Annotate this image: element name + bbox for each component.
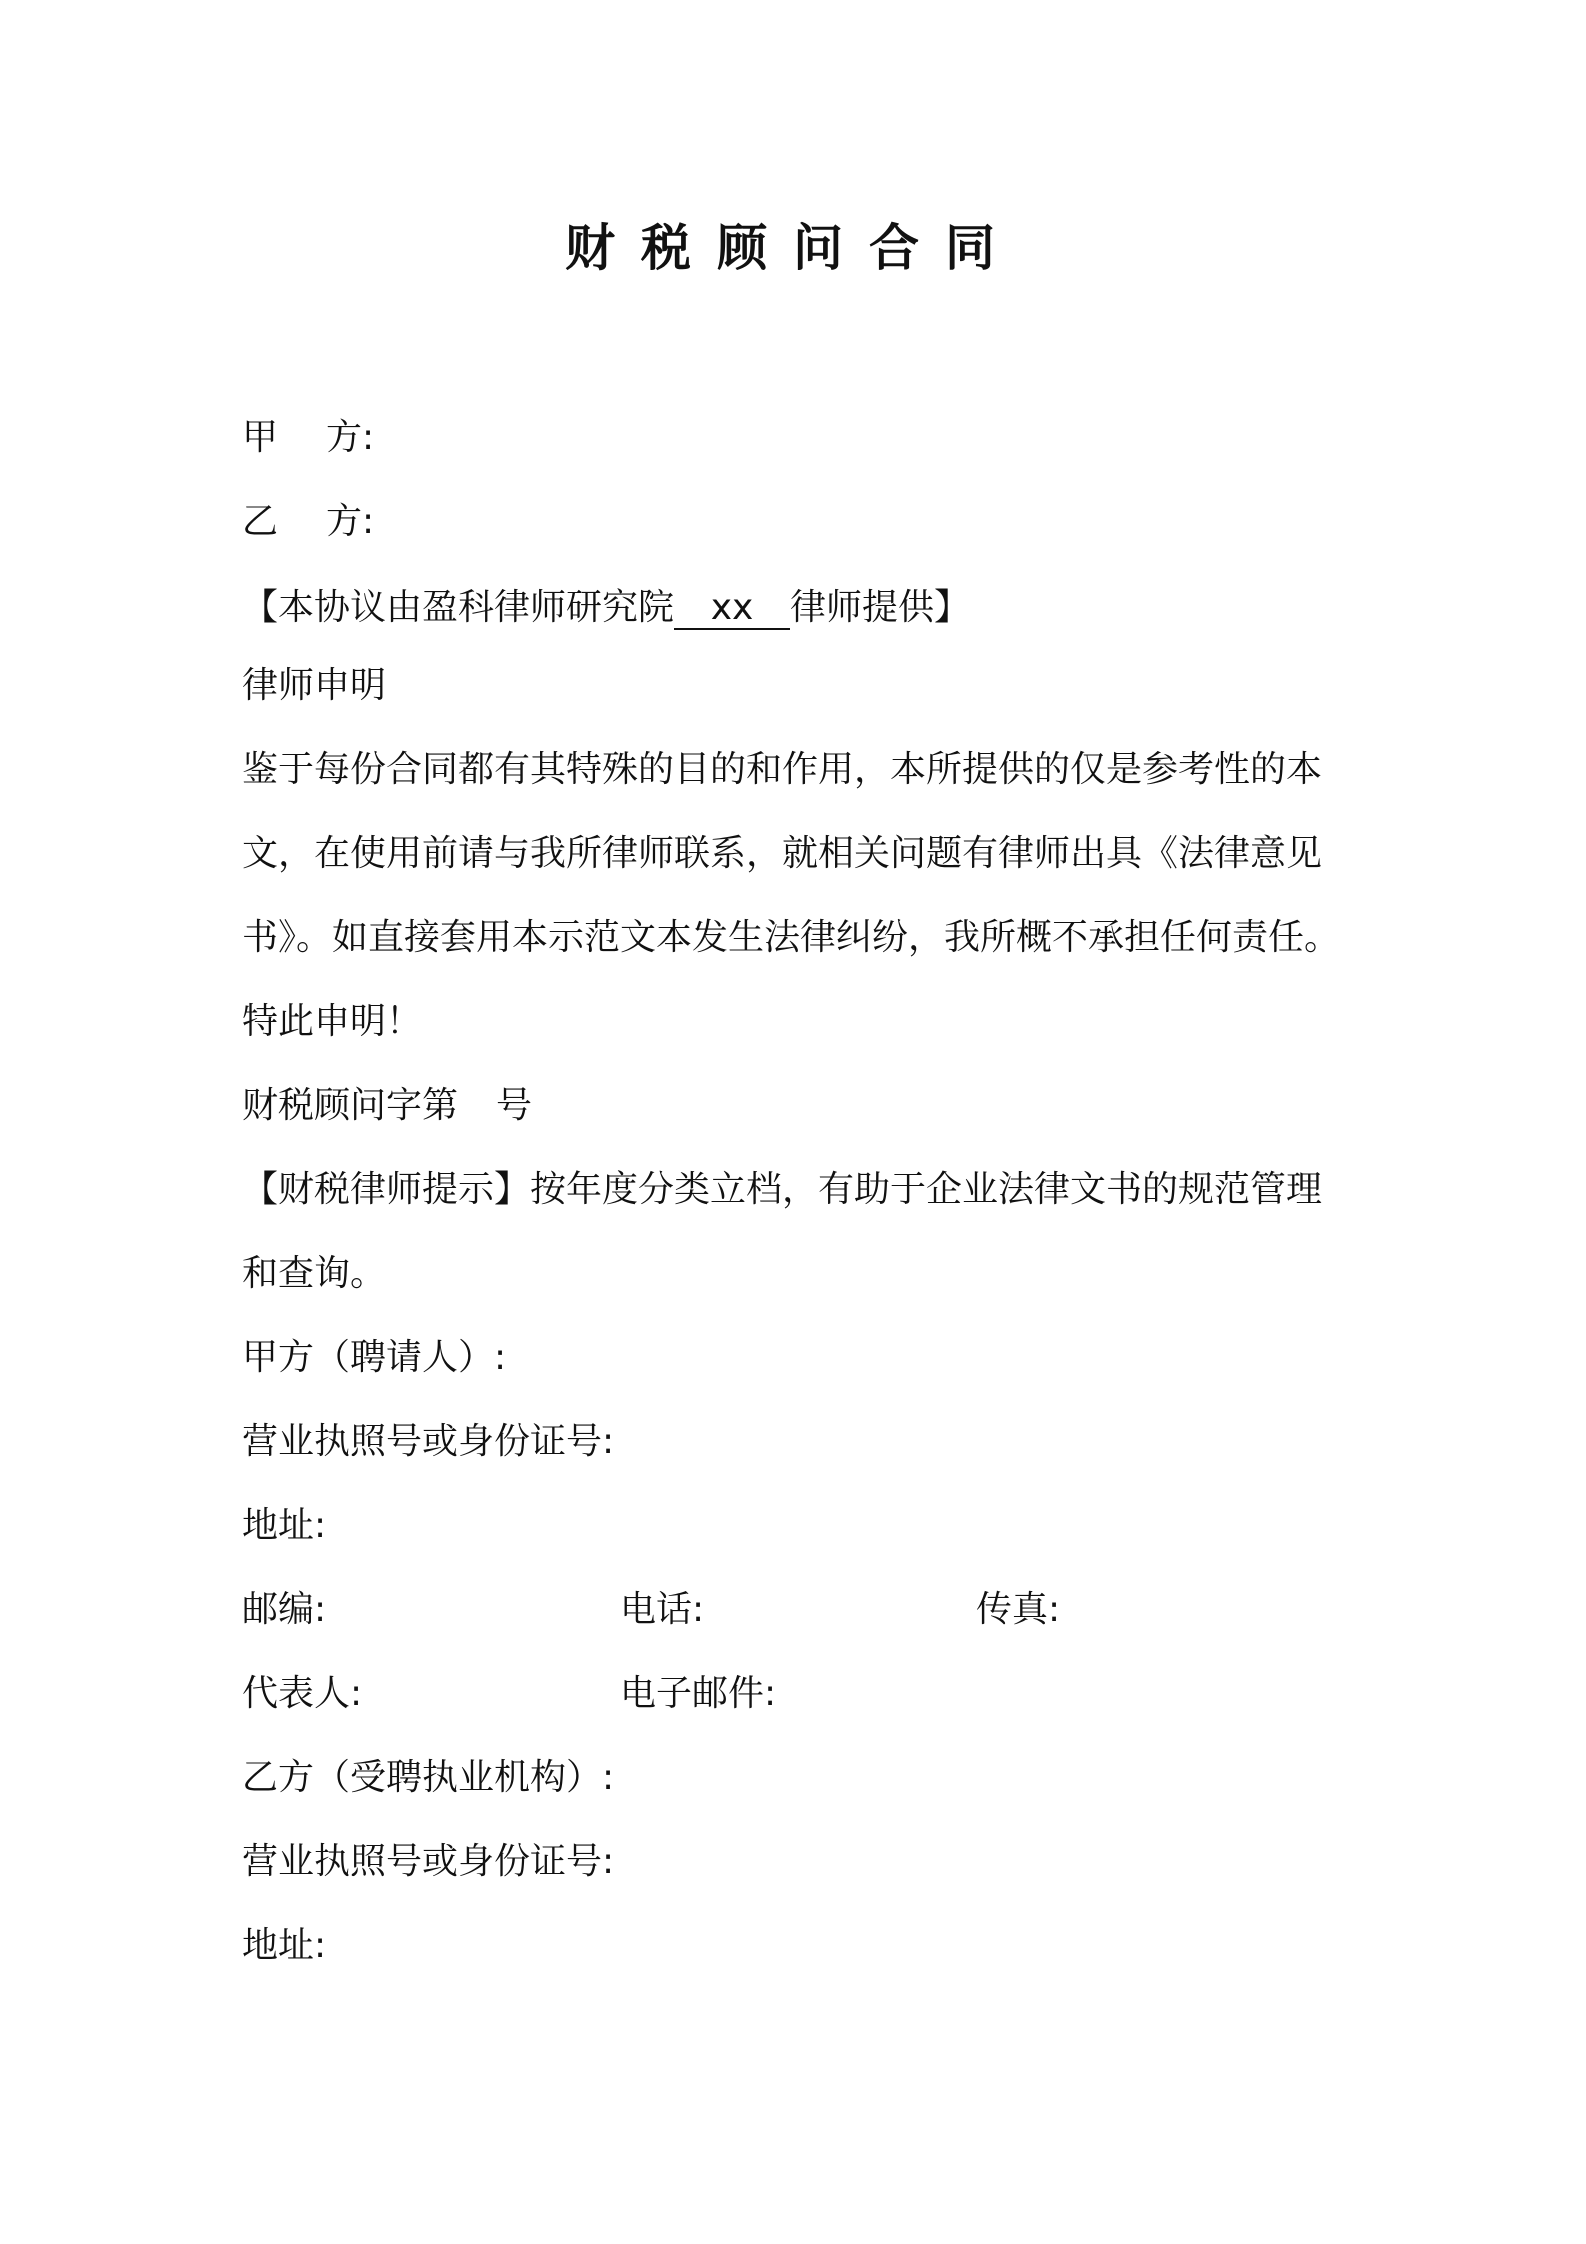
party-a-line	[242, 414, 374, 462]
statement-line-3: 书》。如直接套用本示范文本发生法律纠纷，我所概不承担任何责任。	[242, 917, 1341, 958]
statement-heading: 律师申明	[242, 665, 387, 706]
party-a-label-2: 方:	[326, 417, 375, 458]
tip-line-2: 和查询。	[242, 1253, 387, 1294]
party-b-heading: 乙方（受聘执业机构）:	[242, 1757, 615, 1798]
party-b-line	[242, 498, 374, 546]
provided-suffix: 律师提供】	[790, 587, 971, 628]
party-b-license-field: 营业执照号或身份证号:	[242, 1841, 615, 1882]
statement-line-1: 鉴于每份合同都有其特殊的目的和作用，本所提供的仅是参考性的本	[242, 749, 1323, 790]
tip-line-1: 【财税律师提示】按年度分类立档，有助于企业法律文书的规范管理	[242, 1169, 1323, 1210]
party-b-address-field: 地址:	[242, 1925, 327, 1966]
party-a-representative-field: 代表人:	[242, 1673, 363, 1714]
statement-line-2: 文，在使用前请与我所律师联系，就相关问题有律师出具《法律意见	[242, 833, 1323, 874]
contract-number-line	[242, 1082, 532, 1130]
provided-prefix: 【本协议由盈科律师研究院	[242, 587, 675, 628]
contract-number-suffix: 号	[496, 1085, 533, 1126]
party-a-heading: 甲方（聘请人）:	[242, 1337, 507, 1378]
party-b-label-2: 方:	[326, 501, 375, 542]
party-a-license-field: 营业执照号或身份证号:	[242, 1421, 615, 1462]
contract-number-prefix: 财税顾问字第	[242, 1085, 459, 1126]
party-a-fax-field: 传真:	[976, 1589, 1061, 1630]
party-a-phone-field: 电话:	[620, 1589, 705, 1630]
party-a-postcode-field: 邮编:	[242, 1589, 327, 1630]
party-a-label-1: 甲	[242, 417, 279, 458]
statement-line-4: 特此申明！	[242, 1001, 423, 1042]
provided-by-line	[242, 584, 970, 632]
party-a-address-field: 地址:	[242, 1505, 327, 1546]
document-title: 财税顾问合同	[565, 219, 1021, 277]
party-a-email-field: 电子邮件:	[620, 1673, 777, 1714]
party-b-label-1: 乙	[242, 501, 279, 542]
lawyer-name-blank: xx	[674, 588, 790, 630]
